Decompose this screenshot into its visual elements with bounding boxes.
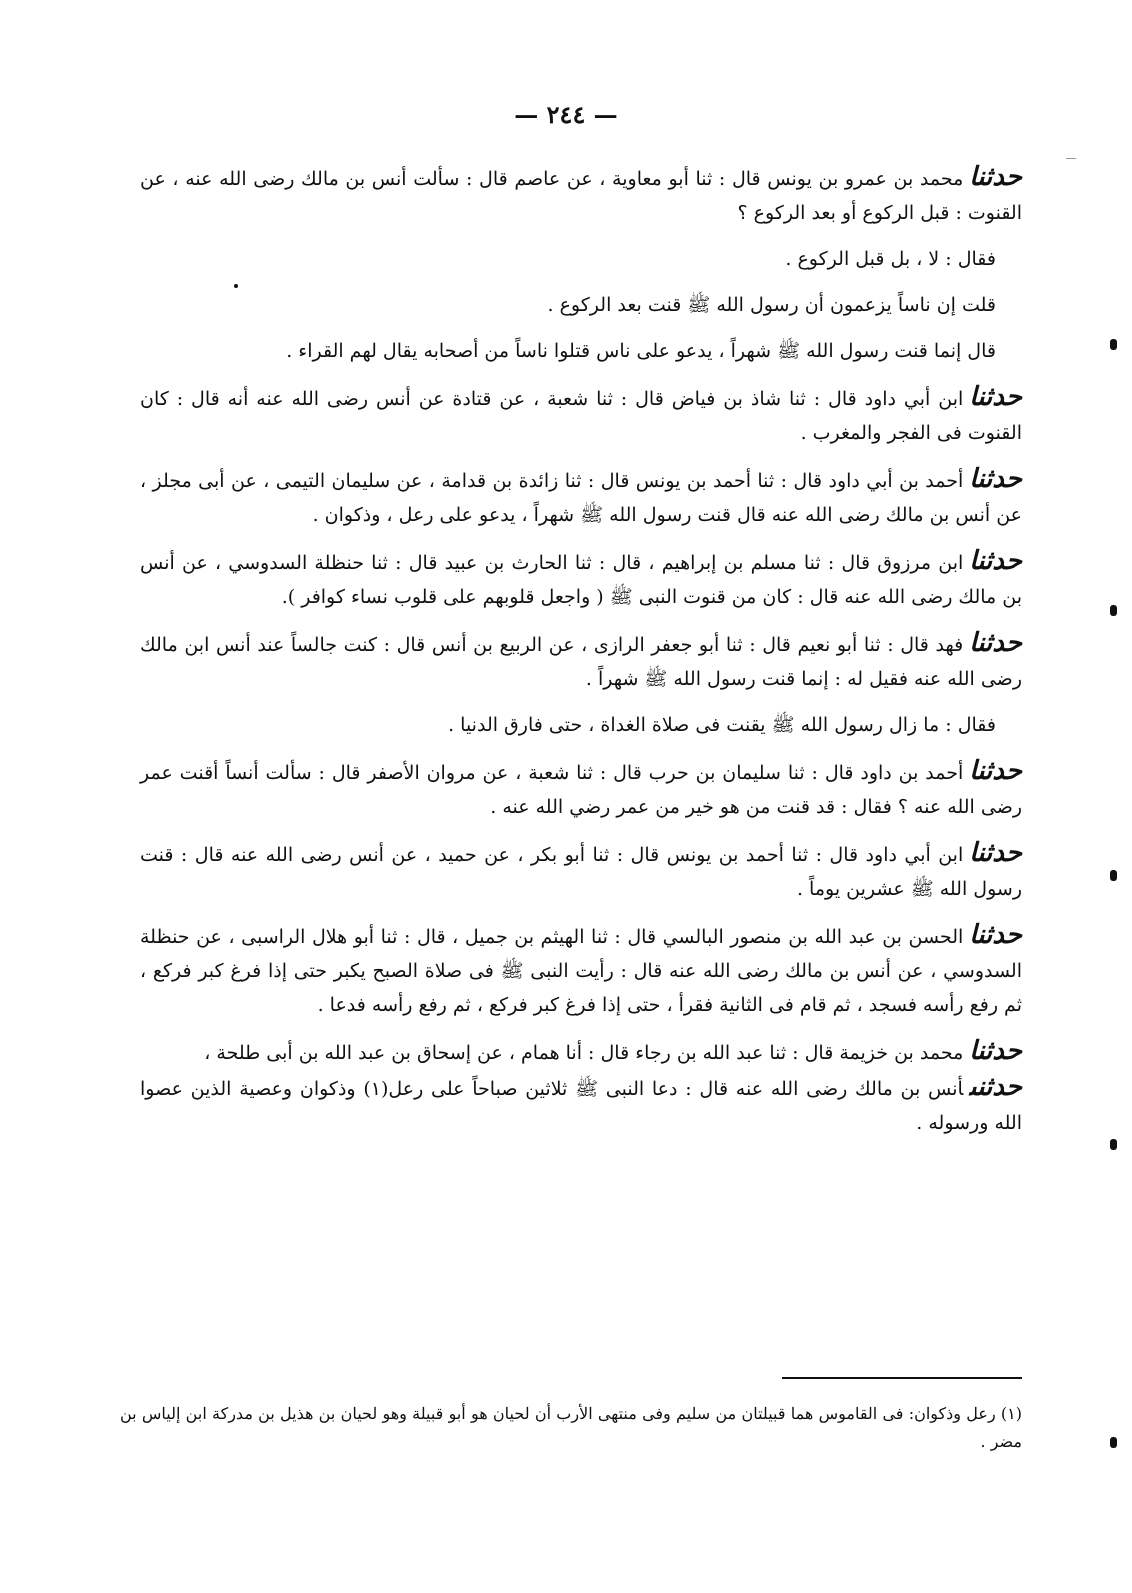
paragraph-2 [140, 242, 1022, 276]
paragraph-text: ابن مرزوق قال : ثنا مسلم بن إبراهيم ، قال : ثنا الحارث بن عبيد قال : ثنا حنظلة السدوسي ، عن أنس بن مالك رضى الله عنه قال : كان من قنوت النبى ﷺ ( واجعل قلوبهم على قلوب نساء كوافر ). [140, 552, 1022, 608]
paragraph-text: فهد قال : ثنا أبو نعيم قال : ثنا أبو جعفر الرازى ، عن الربيع بن أنس قال : كنت جالساً عند أنس ابن مالك رضى الله عنه فقيل له : إنما قنت رسول الله ﷺ شهراً . [140, 634, 1022, 690]
paragraph-text: فقال : ما زال رسول الله ﷺ يقنت فى صلاة الغداة ، حتى فارق الدنيا . [448, 714, 996, 736]
paragraph-4 [140, 334, 1022, 368]
paragraph-10 [140, 754, 1022, 824]
scan-mark [1066, 158, 1076, 159]
paragraph-text: أنس بن مالك رضى الله عنه قال : دعا النبى ﷺ ثلاثين صباحاً على رعل(١) وذكوان وعصية الذين عصوا الله ورسوله . [140, 1078, 1022, 1134]
narration-lead: حدثنا [969, 546, 1022, 576]
footnote: (١) رعل وذكوان: فى القاموس هما قبيلتان من سليم وفى منتهى الأرب أن لحيان هو أبو قبيلة وهو لحيان بن هذيل بن مدركة ابن إلياس بن مضر . [120, 1404, 1022, 1451]
narration-lead: حدثنا [969, 464, 1022, 494]
paragraph-12 [140, 918, 1022, 1022]
paragraph-11 [140, 836, 1022, 906]
narration-lead: حدثنا [969, 838, 1022, 868]
hadith-text-body [140, 160, 1022, 1152]
paragraph-text: قال إنما قنت رسول الله ﷺ شهراً ، يدعو على ناس قتلوا ناساً من أصحابه يقال لهم القراء . [286, 340, 996, 362]
paragraph-3 [140, 288, 1022, 322]
paragraph-14 [140, 1070, 1022, 1140]
paragraph-text: ابن أبي داود قال : ثنا أحمد بن يونس قال : ثنا أبو بكر ، عن حميد ، عن أنس رضى الله عنه قال : قنت رسول الله ﷺ عشرين يوماً . [140, 844, 1022, 900]
paragraph-5 [140, 380, 1022, 450]
margin-binding-mark [1110, 1139, 1117, 1150]
narration-lead: حدثنا [969, 382, 1022, 412]
paragraph-1 [140, 160, 1022, 230]
paragraph-text: أحمد بن داود قال : ثنا سليمان بن حرب قال : ثنا شعبة ، عن مروان الأصفر قال : سألت أنساً أقنت عمر رضى الله عنه ؟ فقال : قد قنت من هو خير من عمر رضي الله عنه . [140, 762, 1022, 818]
margin-binding-mark [1110, 339, 1117, 350]
paragraph-6 [140, 462, 1022, 532]
narration-lead: حدثنى [969, 1072, 1022, 1102]
paragraph-text: ابن أبي داود قال : ثنا شاذ بن فياض قال : ثنا شعبة ، عن قتادة عن أنس رضى الله عنه أنه قال : كان القنوت فى الفجر والمغرب . [140, 388, 1022, 444]
narration-lead: حدثنا [969, 756, 1022, 786]
paragraph-text: الحسن بن عبد الله بن منصور البالسي قال : ثنا الهيثم بن جميل ، قال : ثنا أبو هلال الراسبى ، عن حنظلة السدوسي ، عن أنس بن مالك رضى الله عنه قال : رأيت النبى ﷺ فى صلاة الصبح يكبر حتى إذا فرغ كبر فركع ، ثم رفع رأسه فسجد ، ثم قام فى الثانية فقرأ ، حتى إذا فرغ كبر فركع ، ثم رفع رأسه فدعا . [140, 926, 1022, 1016]
margin-binding-mark [1110, 605, 1117, 616]
narration-lead: حدثنا [969, 162, 1022, 192]
paragraph-8 [140, 626, 1022, 696]
paragraph-13 [140, 1034, 1022, 1070]
footnote-divider [782, 1377, 1022, 1379]
margin-binding-mark [1110, 870, 1117, 881]
page-number: — ٢٤٤ — [514, 100, 618, 129]
narration-lead: حدثنا [969, 1036, 1022, 1066]
paragraph-7 [140, 544, 1022, 614]
paragraph-text: محمد بن خزيمة قال : ثنا عبد الله بن رجاء قال : أنا همام ، عن إسحاق بن عبد الله بن أبى طلحة ، [204, 1042, 964, 1064]
paragraph-text: قلت إن ناساً يزعمون أن رسول الله ﷺ قنت بعد الركوع . [547, 294, 996, 316]
paragraph-text: فقال : لا ، بل قبل الركوع . [785, 248, 996, 270]
narration-lead: حدثنا [969, 628, 1022, 658]
paragraph-text: محمد بن عمرو بن يونس قال : ثنا أبو معاوية ، عن عاصم قال : سألت أنس بن مالك رضى الله عنه ، عن القنوت : قبل الركوع أو بعد الركوع ؟ [140, 168, 1022, 224]
paragraph-9 [140, 708, 1022, 742]
ink-speck [234, 284, 238, 288]
paragraph-text: أحمد بن أبي داود قال : ثنا أحمد بن يونس قال : ثنا زائدة بن قدامة ، عن سليمان التيمى ، عن أبى مجلز ، عن أنس بن مالك رضى الله عنه قال قنت رسول الله ﷺ شهراً ، يدعو على رعل ، وذكوان . [140, 470, 1022, 526]
narration-lead: حدثنا [969, 920, 1022, 950]
margin-binding-mark [1110, 1437, 1117, 1448]
